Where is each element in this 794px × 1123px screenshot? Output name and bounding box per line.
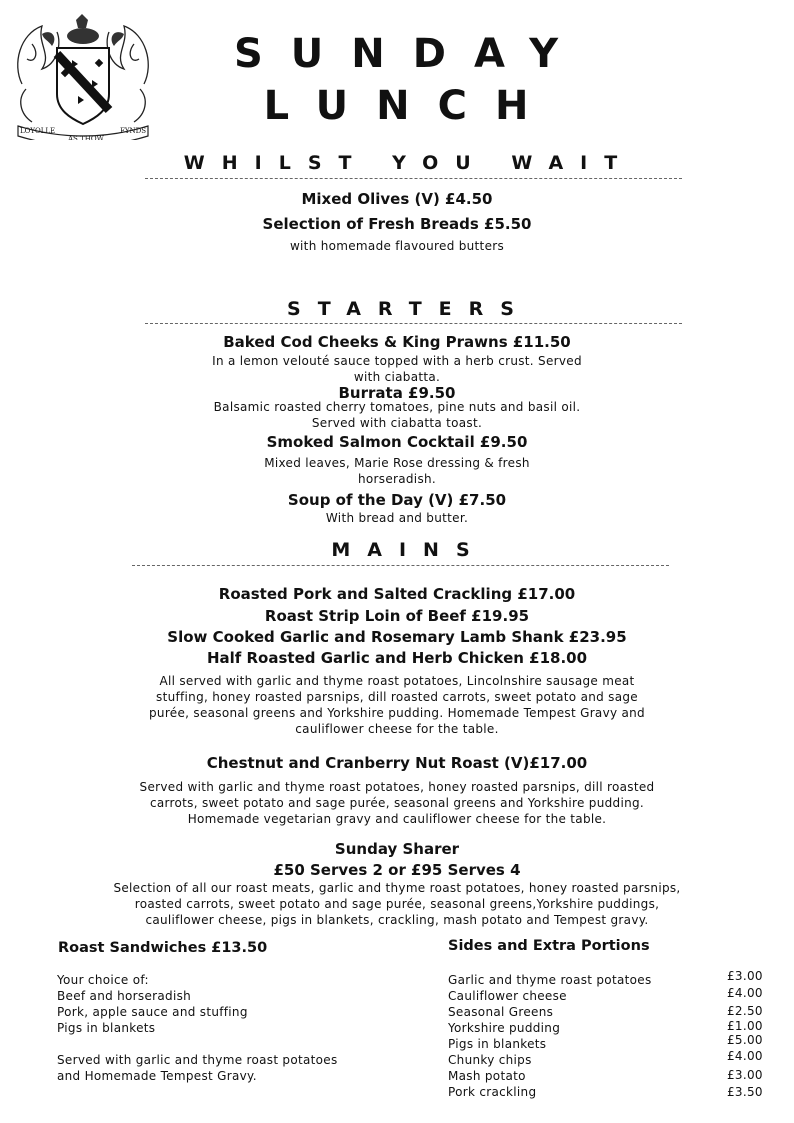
divider-starters — [145, 323, 682, 324]
menu-item-cod-cheeks-desc: In a lemon velouté sauce topped with a herb crust. Served — [212, 354, 582, 368]
section-heading-wait: WHILST YOU WAIT — [183, 152, 635, 174]
divider-mains — [132, 565, 669, 566]
menu-item-olives: Mixed Olives (V) £4.50 — [301, 190, 493, 208]
menu-item-cod-cheeks: Baked Cod Cheeks & King Prawns £11.50 — [223, 333, 571, 351]
nut-roast-desc-line: carrots, sweet potato and sage purée, seasonal greens and Yorkshire pudding. — [149, 796, 645, 810]
menu-item-nut-roast: Chestnut and Cranberry Nut Roast (V)£17.00 — [206, 754, 588, 772]
menu-item-roast: Roast Strip Loin of Beef £19.95 — [264, 607, 530, 625]
crest-logo — [12, 14, 154, 140]
nut-roast-desc-line: Served with garlic and thyme roast potatoes, honey roasted parsnips, dill roasted — [139, 780, 655, 794]
sharer-desc-line: roasted carrots, sweet potato and sage purée, seasonal greens,Yorkshire puddings, — [134, 897, 660, 911]
side-item-name: Cauliflower cheese — [448, 989, 567, 1003]
menu-item-roast: Roasted Pork and Salted Crackling £17.00 — [218, 585, 576, 603]
title-line-2: LUNCH — [263, 83, 557, 129]
sides-heading: Sides and Extra Portions — [448, 938, 650, 954]
menu-item-sharer-title: Sunday Sharer — [334, 840, 460, 858]
roasts-desc-line: stuffing, honey roasted parsnips, dill roasted carrots, sweet potato and sage — [156, 690, 638, 704]
divider-wait — [145, 178, 682, 179]
side-item-name: Mash potato — [448, 1069, 526, 1083]
menu-item-breads: Selection of Fresh Breads £5.50 — [262, 215, 532, 233]
side-item-name: Seasonal Greens — [448, 1005, 554, 1019]
crest-motto-left: LOYOLLE — [20, 127, 56, 135]
menu-item-soup: Soup of the Day (V) £7.50 — [287, 491, 507, 509]
menu-item-salmon-cocktail-desc: horseradish. — [357, 472, 437, 486]
menu-item-burrata-desc: Served with ciabatta toast. — [311, 416, 483, 430]
side-item-name: Chunky chips — [448, 1053, 532, 1067]
title-line-1: SUNDAY — [233, 31, 587, 77]
menu-item-breads-desc: with homemade flavoured butters — [289, 239, 505, 253]
menu-item-cod-cheeks-desc: with ciabatta. — [353, 370, 441, 384]
sharer-desc-line: cauliflower cheese, pigs in blankets, crackling, mash potato and Tempest gravy. — [145, 913, 649, 927]
side-item-name: Garlic and thyme roast potatoes — [448, 973, 652, 987]
menu-item-salmon-cocktail: Smoked Salmon Cocktail £9.50 — [266, 433, 528, 451]
side-item-name: Pigs in blankets — [448, 1037, 547, 1051]
menu-item-burrata: Burrata £9.50 — [338, 384, 456, 402]
side-item-price: £5.00 — [727, 1033, 763, 1047]
sandwiches-line: Pigs in blankets — [57, 1021, 156, 1035]
roasts-desc-line: cauliflower cheese for the table. — [295, 722, 499, 736]
nut-roast-desc-line: Homemade vegetarian gravy and cauliflower cheese for the table. — [187, 812, 607, 826]
sandwiches-line: Your choice of: — [57, 973, 149, 987]
sharer-desc-line: Selection of all our roast meats, garlic and thyme roast potatoes, honey roasted parsnips, — [113, 881, 681, 895]
sandwiches-footer-line: and Homemade Tempest Gravy. — [57, 1069, 257, 1083]
section-heading-starters: STARTERS — [287, 298, 531, 320]
sandwiches-heading: Roast Sandwiches £13.50 — [58, 940, 268, 956]
side-item-price: £1.00 — [727, 1019, 763, 1033]
side-item-price: £4.00 — [727, 986, 763, 1000]
side-item-price: £3.00 — [727, 1068, 763, 1082]
menu-item-salmon-cocktail-desc: Mixed leaves, Marie Rose dressing & fresh — [264, 456, 530, 470]
side-item-price: £3.50 — [727, 1085, 763, 1099]
roasts-desc-line: All served with garlic and thyme roast potatoes, Lincolnshire sausage meat — [159, 674, 635, 688]
sandwiches-line: Pork, apple sauce and stuffing — [57, 1005, 248, 1019]
menu-item-roast: Slow Cooked Garlic and Rosemary Lamb Shank £23.95 — [167, 628, 627, 646]
side-item-price: £2.50 — [727, 1004, 763, 1018]
crest-motto-right: FYNDS — [120, 127, 147, 135]
menu-item-soup-desc: With bread and butter. — [325, 511, 469, 525]
crest-motto-center: AS THOW — [68, 135, 104, 140]
side-item-price: £3.00 — [727, 969, 763, 983]
menu-item-sharer-price: £50 Serves 2 or £95 Serves 4 — [273, 861, 521, 879]
section-heading-mains: MAINS — [331, 539, 487, 561]
menu-item-roast: Half Roasted Garlic and Herb Chicken £18.00 — [206, 649, 588, 667]
sandwiches-footer-line: Served with garlic and thyme roast potatoes — [57, 1053, 338, 1067]
roasts-desc-line: purée, seasonal greens and Yorkshire pudding. Homemade Tempest Gravy and — [149, 706, 645, 720]
menu-item-burrata-desc: Balsamic roasted cherry tomatoes, pine nuts and basil oil. — [213, 400, 581, 414]
side-item-price: £4.00 — [727, 1049, 763, 1063]
sandwiches-line: Beef and horseradish — [57, 989, 192, 1003]
side-item-name: Yorkshire pudding — [448, 1021, 561, 1035]
side-item-name: Pork crackling — [448, 1085, 537, 1099]
